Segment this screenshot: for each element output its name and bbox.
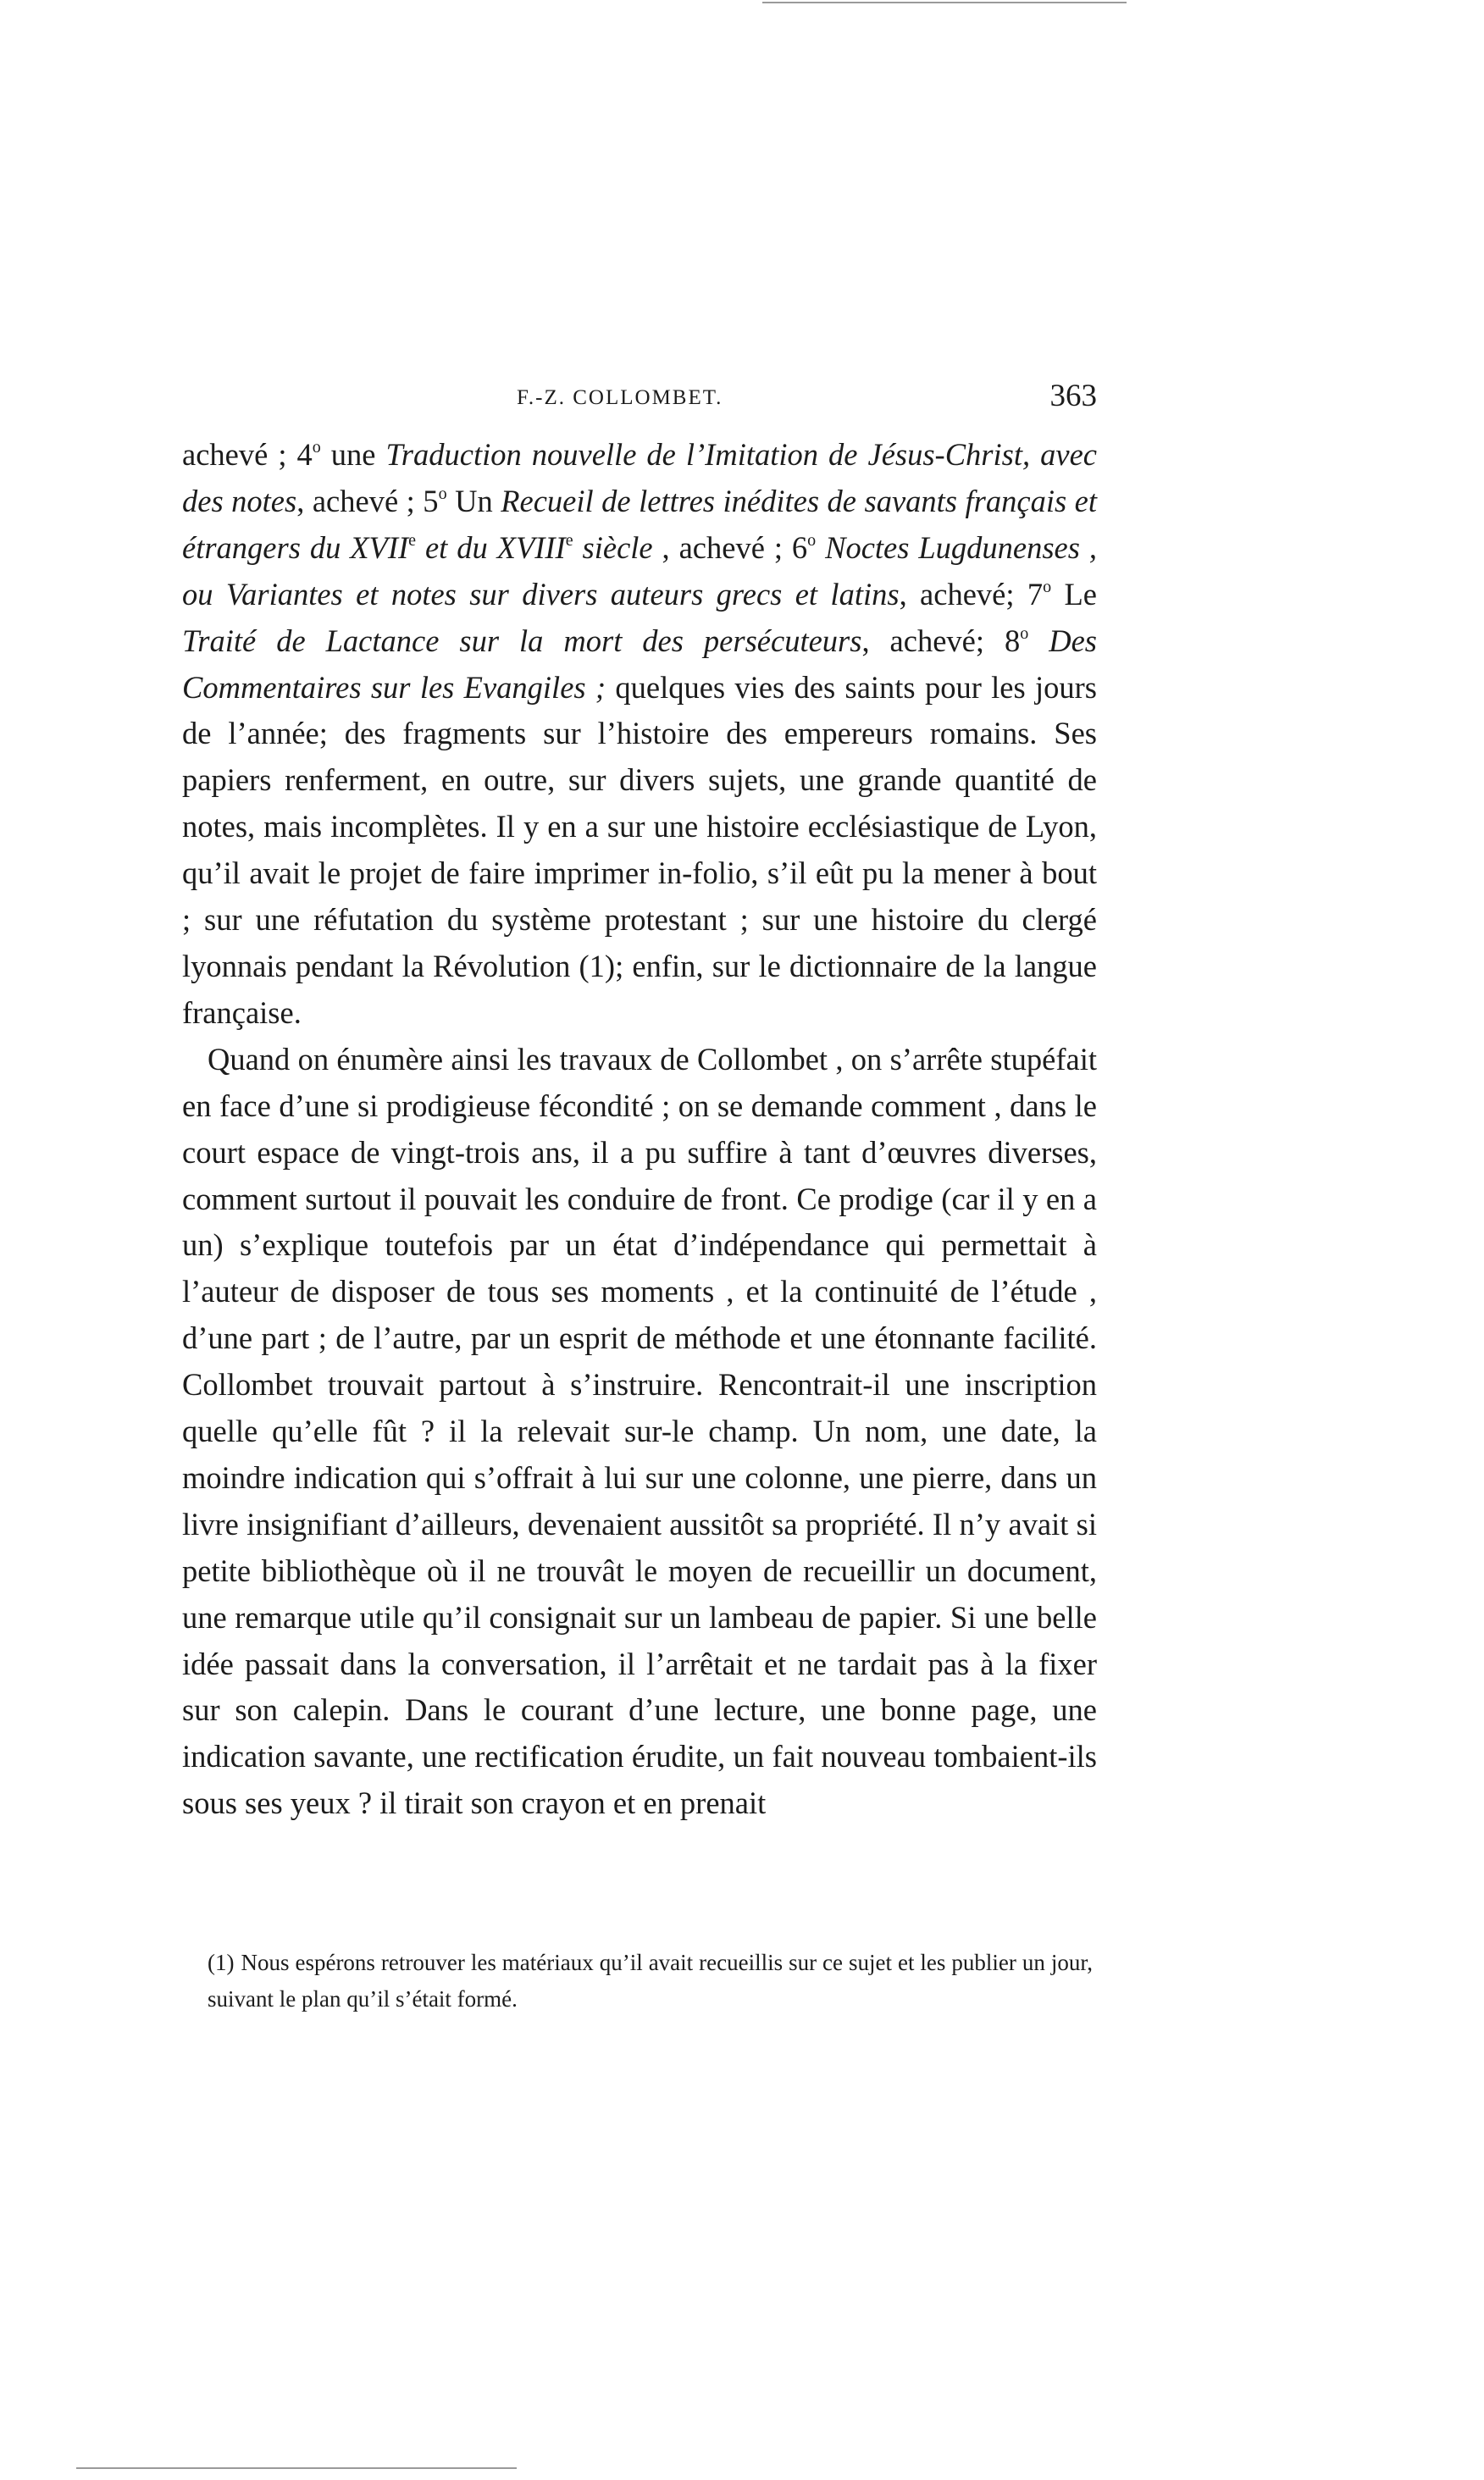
footnote-text: Nous espérons retrouver les matériaux qu’il avait recueillis sur ce sujet et les publier un jour, suivant le plan qu’il s’était formé. bbox=[208, 1950, 1093, 2012]
page-number: 363 bbox=[1049, 379, 1097, 413]
ordinal-suffix: o bbox=[312, 437, 321, 457]
work-title: Traité de Lactance sur la mort des persécuteurs bbox=[182, 623, 862, 658]
century-suffix: e bbox=[408, 530, 417, 550]
work-title: Recueil de lettres inédites de savants français et étrangers du XVII bbox=[182, 483, 1098, 565]
paragraph-1 bbox=[182, 432, 1097, 1037]
ordinal-suffix: o bbox=[1020, 623, 1029, 643]
text-run: , achevé ; 5 bbox=[296, 483, 439, 518]
ordinal-suffix: o bbox=[1043, 577, 1052, 596]
work-title: Noctes Lugdunenses , ou Variantes et notes sur divers auteurs grecs et latins bbox=[182, 529, 1098, 612]
text-run bbox=[1028, 623, 1049, 658]
work-title: Des Commentaires sur les Evangiles ; bbox=[182, 623, 1097, 705]
work-title: et du XVIII bbox=[416, 529, 566, 565]
text-run: Un bbox=[446, 483, 501, 518]
body-text bbox=[182, 432, 1097, 1827]
running-title: F.-Z. COLLOMBET. bbox=[517, 386, 723, 409]
page-header bbox=[182, 379, 1097, 425]
footnote bbox=[208, 1945, 1093, 2018]
text-run: , achevé; 8 bbox=[861, 623, 1021, 658]
paragraph-2: Quand on énumère ainsi les travaux de Collombet , on s’arrête stupéfait en face d’une si prodigieuse fécondité ; on se demande comment , dans le court espace de vingt-trois ans, il a pu suffire à tant d’œuvres diverses, comment surtout il pouvait les conduire de front. Ce prodige (car il y en a un) s’explique toutefois par un état d’indépendance qui permettait à l’auteur de disposer de tous ses moments , et la continuité de l’étude , d’une part ; de l’autre, par un esprit de méthode et une étonnante facilité. Collombet trouvait partout à s’instruire. Rencontrait-il une inscription quelle qu’elle fût ? il la relevait sur-le champ. Un nom, une date, la moindre indication qui s’offrait à lui sur une colonne, une pierre, dans un livre insignifiant d’ailleurs, devenaient aussitôt sa propriété. Il n’y avait si petite bibliothèque où il ne trouvât le moyen de recueillir un document, une remarque utile qu’il consignait sur un lambeau de papier. Si une belle idée passait dans la conversation, il l’arrêtait et ne tardait pas à la fixer sur son calepin. Dans le courant d’une lecture, une bonne page, une indication savante, une rectification érudite, un fait nouveau tombaient-ils sous ses yeux ? il tirait son crayon et en prenait bbox=[182, 1041, 1097, 1821]
ordinal-suffix: o bbox=[438, 484, 447, 503]
text-run: achevé ; 4 bbox=[182, 437, 313, 472]
text-run: , achevé; 7 bbox=[899, 576, 1044, 612]
text-run: une bbox=[320, 437, 386, 472]
ordinal-suffix: o bbox=[807, 530, 817, 550]
work-title: siècle bbox=[573, 529, 653, 565]
text-run: Le bbox=[1051, 576, 1097, 612]
work-title: Traduction nouvelle de l’Imitation de Jésus-Christ, avec des notes bbox=[182, 437, 1097, 518]
text-run bbox=[816, 530, 825, 565]
century-suffix: e bbox=[565, 530, 573, 550]
text-run: quelques vies des saints pour les jours de l’année; des fragments sur l’histoire des empereurs romains. Ses papiers renferment, en outre, sur divers sujets, une grande quantité de notes, mais incomplètes. Il y en a sur une histoire ecclésiastique de Lyon, qu’il avait le projet de faire imprimer in-folio, s’il eût pu la mener à bout ; sur une réfutation du système protestant ; sur une histoire du clergé lyonnais pendant la Révolution (1); enfin, sur le dictionnaire de la langue française. bbox=[182, 669, 1098, 1030]
text-run: , achevé ; 6 bbox=[652, 529, 808, 565]
footnote-marker: (1) bbox=[208, 1950, 235, 1975]
footnotes bbox=[208, 1945, 1093, 2018]
scan-edge-mark-top bbox=[762, 2, 1127, 3]
scan-edge-mark-bottom bbox=[76, 2467, 517, 2469]
